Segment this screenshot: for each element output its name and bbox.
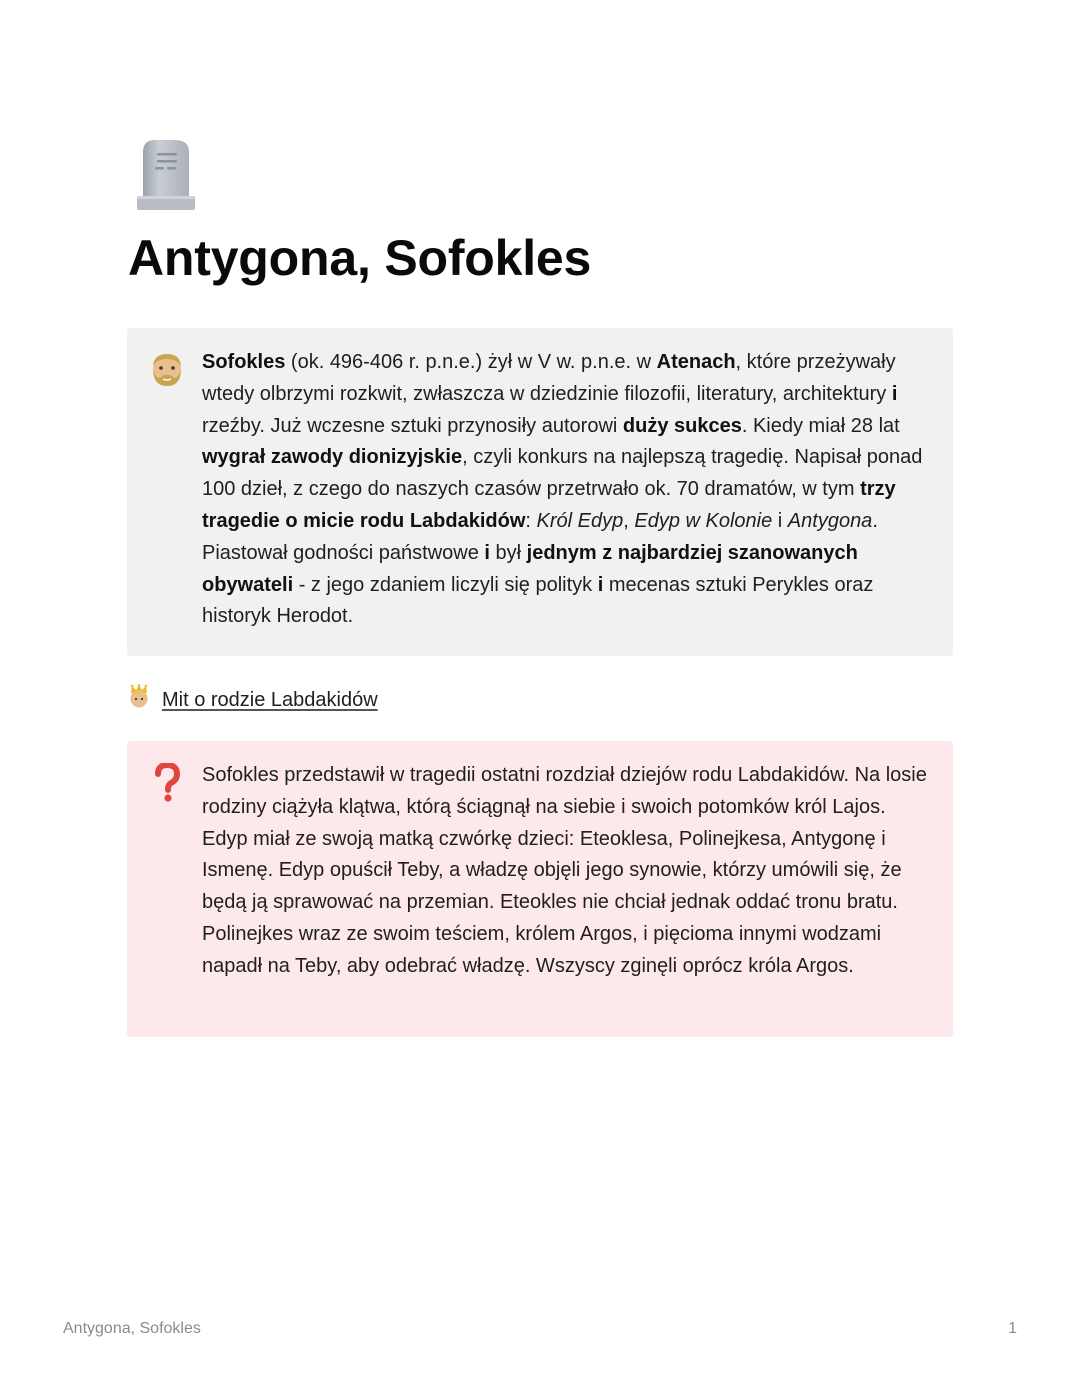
callout-text: Sofokles (ok. 496-406 r. p.n.e.) żył w V w. p.n.e. w Atenach, które przeżywały wtedy olbrzymi rozkwit, zwłaszcza w dziedzinie filozofii, literatury, architektury i rzeźby. Już wczesne sztuki przynosiły autorowi duży sukces. Kiedy miał 28 lat wygrał zawody dionizyjskie, czyli konkurs na najlepszą tragedię. Napisał ponad 100 dzieł, z czego do naszych czasów przetrwało ok. 70 dramatów, w tym trzy tragedie o micie rodu Labdakidów: Król Edyp, Edyp w Kolonie i Antygona. Piastował godności państwowe i był jednym z najbardziej szanowanych obywateli - z jego zdaniem liczyli się polityk i mecenas sztuki Perykles oraz historyk Herodot. [202,351,923,628]
question-mark-icon [149,763,185,803]
page-footer [63,1319,1017,1339]
headstone-icon [135,138,197,212]
callout-text: Sofokles przedstawił w tragedii ostatni rozdział dziejów rodu Labdakidów. Na losie rodziny ciążyła klątwa, którą ściągnął na siebie i swoich potomków król Lajos. Edyp miał ze swoją matką czwórkę dzieci: Eteoklesa, Polinejkesa, Antygonę i Ismenę. Edyp opuścił Teby, a władzę objęli jego synowie, którzy umówili się, że będą ją sprawować na przemian. Eteokles nie chciał jednak oddać tronu bratu. Polinejkes wraz ze swoim teściem, królem Argos, i pięcioma innymi wodzami napadł na Teby, aby odebrać władzę. Wszyscy zginęli oprócz króla Argos. [202,764,927,977]
footer-title: Antygona, Sofokles [63,1320,201,1337]
crowned-person-emoji-icon [128,684,150,716]
page-link-row[interactable] [128,684,378,716]
bearded-man-emoji-icon [149,350,185,390]
callout-myth-summary [127,741,953,1037]
page-title: Antygona, Sofokles [128,230,592,286]
callout-author-bio [127,328,953,656]
page-number: 1 [1008,1320,1017,1337]
link-mit-o-rodzie-labdakidow[interactable]: Mit o rodzie Labdakidów [162,689,378,711]
